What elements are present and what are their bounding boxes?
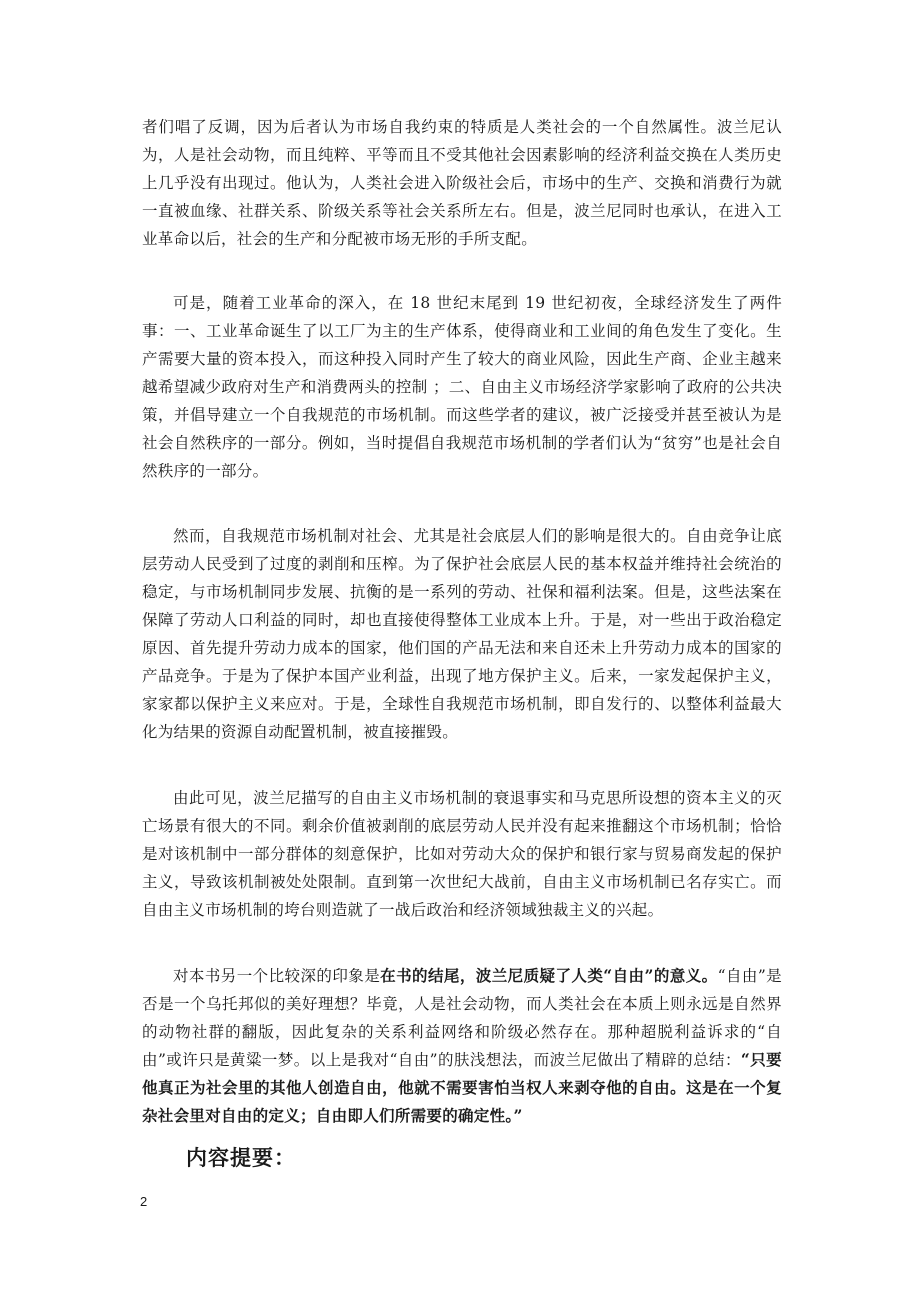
page-number: 2 <box>140 1194 148 1209</box>
paragraph-decline-of-liberal-market: 由此可见，波兰尼描写的自由主义市场机制的衰退事实和马克思所设想的资本主义的灭亡场景有很大的不同。剩余价值被剥削的底层劳动人民并没有起来推翻这个市场机制；恰恰是对该机制中一部分群体的刻意保护，比如对劳动大众的保护和银行家与贸易商发起的保护主义，导致该机制被处处限制。直到第一次世纪大战前，自由主义市场机制已名存实亡。而自由主义市场机制的垮台则造就了一战后政治和经济领域独裁主义的兴起。 <box>142 789 782 919</box>
paragraph-industrial-revolution: 可是，随着工业革命的深入，在 18 世纪末尾到 19 世纪初夜，全球经济发生了两件事：一、工业革命诞生了以工厂为主的生产体系，使得商业和工业间的角色发生了变化。生产需要大量的资本投入，而这种投入同时产生了较大的商业风险，因此生产商、企业主越来越希望减少政府对生产和消费两头的控制 ；二、自由主义市场经济学家影响了政府的公共决策，并倡导建立一个自我规范的市场机制。而这些学者的建议，被广泛接受并甚至被认为是社会自然秩序的一部分。例如，当时提倡自我规范市场机制的学者们认为“贫穷”也是社会自然秩序的一部分。 <box>142 294 782 480</box>
paragraph-continuation: 者们唱了反调，因为后者认为市场自我约束的特质是人类社会的一个自然属性。波兰尼认为，人是社会动物，而且纯粹、平等而且不受其他社会因素影响的经济利益交换在人类历史上几乎没有出现过。他认为，人类社会进入阶级社会后，市场中的生产、交换和消费行为就一直被血缘、社群关系、阶级关系等社会关系所左右。但是，波兰尼同时也承认，在进入工业革命以后，社会的生产和分配被市场无形的手所支配。 <box>142 118 782 248</box>
freedom-bold-1: 在书的结尾，波兰尼质疑了人类“自由”的意义。 <box>380 966 718 985</box>
section-heading-summary: 内容提要： <box>186 1145 296 1170</box>
freedom-text-2: “自由”是否是一个乌托邦似的美好理想？毕竟，人是社会动物，而人类社会在本质上则永远是自然界的动物社群的翻版，因此复杂的关系利益网络和阶级必然存在。那种超脱利益诉求的“自由”或许只是黄粱一梦。以上是我对“自由”的肤浅想法，而波兰尼做出了精辟的总结： <box>142 967 782 1069</box>
paragraph-self-regulating-market: 然而，自我规范市场机制对社会、尤其是社会底层人们的影响是很大的。自由竞争让底层劳动人民受到了过度的剥削和压榨。为了保护社会底层人民的基本权益并维持社会统治的稳定，与市场机制同步发展、抗衡的是一系列的劳动、社保和福利法案。但是，这些法案在保障了劳动人口利益的同时，却也直接使得整体工业成本上升。于是，对一些出于政治稳定原因、首先提升劳动力成本的国家，他们国的产品无法和来自还未上升劳动力成本的国家的产品竞争。于是为了保护本国产业利益，出现了地方保护主义。后来，一家发起保护主义，家家都以保护主义来应对。于是，全球性自我规范市场机制，即自发行的、以整体利益最大化为结果的资源自动配置机制，被直接摧毁。 <box>142 527 782 741</box>
freedom-bold-quote: “只要他真正为社会里的其他人创造自由，他就不需要害怕当权人来剥夺他的自由。这是在一个复杂社会里对自由的定义；自由即人们所需要的确定性。” <box>142 1050 782 1125</box>
paragraph-freedom-reflection <box>142 962 782 1130</box>
freedom-text-1: 对本书另一个比较深的印象是 <box>173 967 381 985</box>
